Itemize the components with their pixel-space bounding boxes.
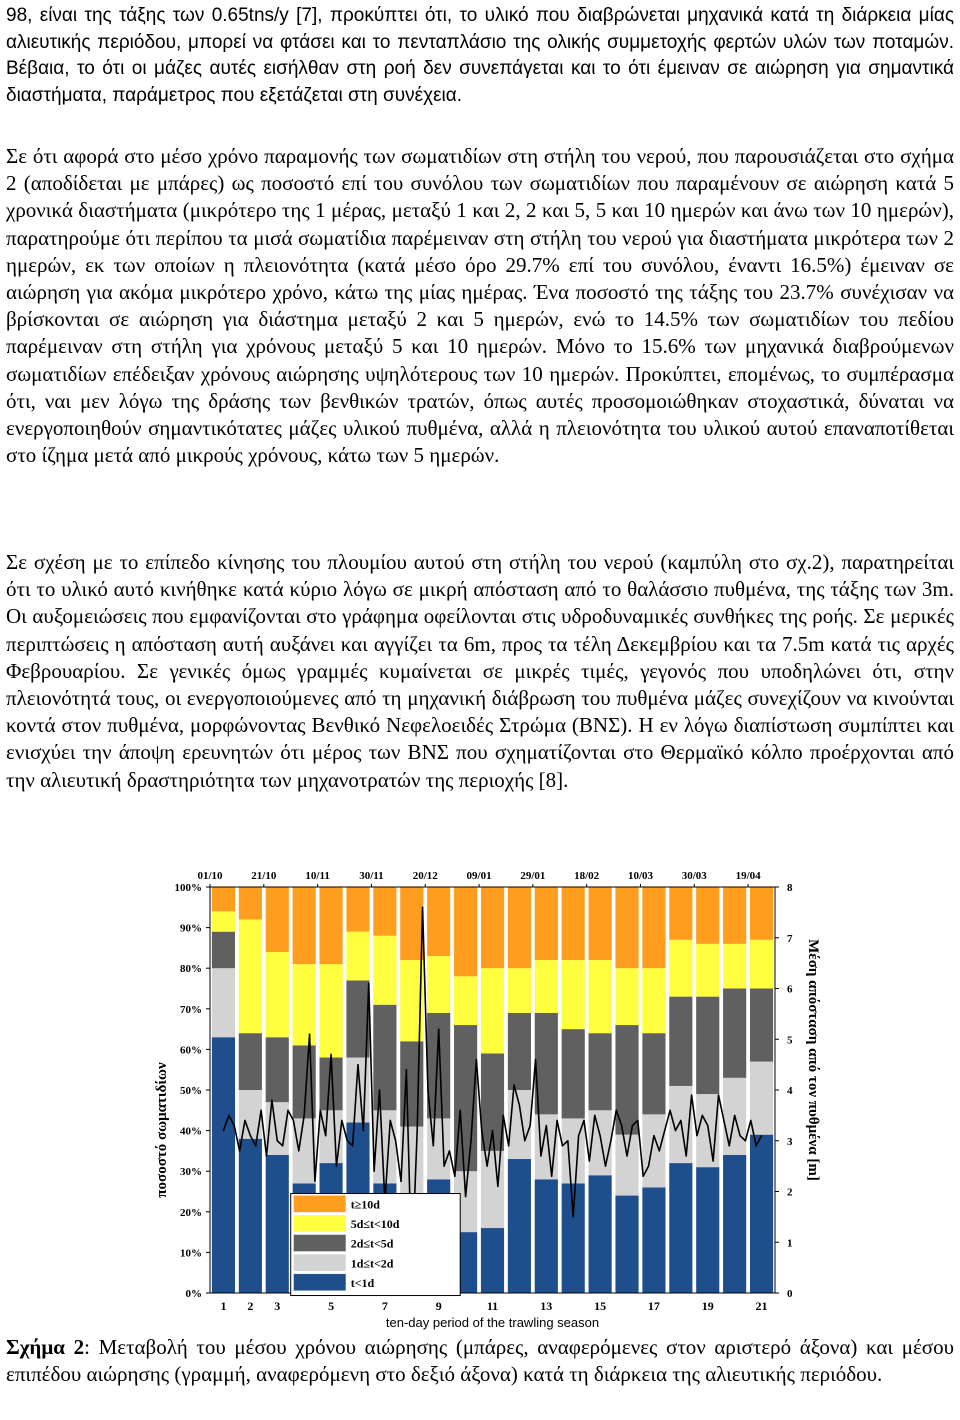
line-point <box>734 1115 735 1116</box>
line-point <box>546 1125 547 1126</box>
line-point <box>702 1115 703 1116</box>
line-point <box>223 1130 224 1131</box>
bar-5to10-2 <box>239 919 262 1033</box>
line-point <box>669 1110 670 1111</box>
bar-lt1d-19 <box>696 1167 719 1293</box>
line-point <box>454 1176 455 1177</box>
bar-5to10-12 <box>508 968 531 1013</box>
bar-5to10-17 <box>642 968 665 1033</box>
bar-lt1d-12 <box>508 1159 531 1293</box>
line-point <box>347 1140 348 1141</box>
x-tick-label: 15 <box>594 1299 607 1313</box>
bar-1to2-21 <box>750 1062 773 1135</box>
line-point <box>508 1145 509 1146</box>
bar-1to2-11 <box>481 1151 504 1228</box>
y-right-axis-title: Μέση απόσταση από τον πυθμένα [m] <box>805 939 821 1181</box>
bar-2to5-19 <box>696 997 719 1094</box>
line-point <box>271 1100 272 1101</box>
top-date-label: 30/03 <box>681 870 707 882</box>
bar-2to5-21 <box>750 989 773 1062</box>
y-left-tick-label: 50% <box>180 1085 202 1097</box>
line-point <box>626 1155 627 1156</box>
line-point <box>761 1135 762 1136</box>
line-point <box>519 1105 520 1106</box>
line-point <box>524 1140 525 1141</box>
line-point <box>637 1120 638 1121</box>
x-tick-label: 9 <box>435 1299 442 1313</box>
legend-label-5to10: 5d≤t<10d <box>350 1217 400 1232</box>
bar-lt1d-2 <box>239 1139 262 1293</box>
y-right-tick-label: 2 <box>787 1186 793 1199</box>
line-point <box>713 1160 714 1161</box>
legend-swatch-2to5 <box>294 1235 346 1252</box>
line-point <box>406 1069 407 1070</box>
bar-ge10-7 <box>373 887 396 936</box>
bar-ge10-4 <box>293 887 316 964</box>
line-point <box>729 1145 730 1146</box>
bar-5to10-3 <box>266 952 289 1037</box>
y-left-tick-label: 60% <box>180 1044 202 1057</box>
line-point <box>589 1160 590 1161</box>
line-point <box>266 1155 267 1156</box>
line-point <box>497 1186 498 1187</box>
line-point <box>390 1120 391 1121</box>
line-point <box>664 1130 665 1131</box>
line-point <box>277 1140 278 1141</box>
line-point <box>325 1135 326 1136</box>
line-point <box>352 1145 353 1146</box>
paragraph-intro: 98, είναι της τάξης των 0.65tns/y [7], προκύπτει ότι, το υλικό που διαβρώνεται μηχανικά κατά τη διάρκεια μίας αλιευτικής περιόδου, μπορεί να φτάσει και το πενταπλάσιο της ολικής συμμετοχής φερτών υλών των ποταμών. Βέβαια, το ότι οι μάζες αυτές εισήλθαν στη ροή δεν συνεπάγεται και το ότι έμειναν σε αιώρηση για σημαντικά διαστήματα, παράμετρος που εξετάζεται στη συνέχεια. <box>6 5 954 106</box>
line-point <box>750 1120 751 1121</box>
bar-2to5-14 <box>562 1029 585 1118</box>
bar-ge10-3 <box>266 887 289 952</box>
bar-ge10-17 <box>642 887 665 968</box>
bar-ge10-11 <box>481 887 504 968</box>
line-point <box>320 1110 321 1111</box>
bar-ge10-16 <box>615 887 638 968</box>
bar-2to5-12 <box>508 1013 531 1090</box>
bar-5to10-4 <box>293 964 316 1045</box>
x-tick-label: 2 <box>247 1299 254 1313</box>
bar-2to5-17 <box>642 1033 665 1114</box>
y-left-tick-label: 10% <box>180 1247 202 1260</box>
x-axis-title: ten-day period of the trawling season <box>385 1315 600 1330</box>
bar-lt1d-14 <box>562 1183 585 1293</box>
line-point <box>427 1089 428 1090</box>
bar-lt1d-21 <box>750 1135 773 1293</box>
y-right-tick-label: 3 <box>787 1135 793 1148</box>
line-point <box>535 1059 536 1060</box>
y-right-tick-label: 5 <box>787 1034 793 1047</box>
line-point <box>363 1130 364 1131</box>
y-right-tick-label: 0 <box>787 1288 793 1300</box>
y-left-tick-label: 90% <box>180 922 202 935</box>
bar-ge10-14 <box>562 887 585 960</box>
bar-5to10-9 <box>427 956 450 1013</box>
top-date-label: 10/11 <box>305 870 330 882</box>
bar-1to2-1 <box>212 968 235 1037</box>
x-tick-label: 11 <box>486 1299 499 1313</box>
legend-label-ge10: t≥10d <box>350 1197 380 1212</box>
line-point <box>417 1130 418 1131</box>
line-point <box>465 1196 466 1197</box>
bar-lt1d-18 <box>669 1163 692 1293</box>
bar-ge10-12 <box>508 887 531 968</box>
line-point <box>422 907 423 908</box>
x-tick-label: 19 <box>701 1299 714 1313</box>
bar-5to10-13 <box>535 960 558 1013</box>
top-date-label: 21/10 <box>251 870 277 882</box>
line-point <box>530 1125 531 1126</box>
x-tick-label: 7 <box>381 1299 388 1313</box>
bar-1to2-17 <box>642 1114 665 1187</box>
figure-caption <box>6 1334 954 1388</box>
bar-5to10-11 <box>481 968 504 1053</box>
bar-ge10-1 <box>212 887 235 911</box>
bar-2to5-18 <box>669 997 692 1086</box>
bar-1to2-16 <box>615 1135 638 1196</box>
bar-lt1d-17 <box>642 1187 665 1293</box>
line-point <box>239 1150 240 1151</box>
line-point <box>745 1140 746 1141</box>
bar-2to5-3 <box>266 1037 289 1102</box>
line-point <box>309 1034 310 1035</box>
line-point <box>379 1089 380 1090</box>
line-point <box>304 1115 305 1116</box>
bar-5to10-18 <box>669 940 692 997</box>
y-left-tick-label: 0% <box>185 1288 202 1300</box>
line-point <box>374 1171 375 1172</box>
bar-lt1d-13 <box>535 1179 558 1293</box>
bar-5to10-5 <box>320 964 343 1057</box>
y-left-axis-title: ποσοστό σωματιδίων <box>154 1062 170 1198</box>
bar-5to10-6 <box>346 932 369 981</box>
line-point <box>718 1094 719 1095</box>
line-point <box>551 1176 552 1177</box>
y-right-tick-label: 1 <box>787 1237 793 1250</box>
line-point <box>756 1145 757 1146</box>
line-point <box>643 1176 644 1177</box>
line-point <box>739 1135 740 1136</box>
bar-ge10-21 <box>750 887 773 940</box>
bar-5to10-14 <box>562 960 585 1029</box>
figure-2-chart <box>150 860 830 1335</box>
x-tick-label: 1 <box>220 1299 227 1313</box>
bar-5to10-7 <box>373 936 396 1005</box>
top-date-label: 18/02 <box>574 870 600 882</box>
line-point <box>293 1120 294 1121</box>
top-date-label: 20/12 <box>412 870 438 882</box>
legend-swatch-lt1d <box>294 1274 346 1291</box>
y-left-tick-label: 70% <box>180 1003 202 1016</box>
top-date-label: 09/01 <box>466 870 492 882</box>
legend-label-lt1d: t<1d <box>350 1275 375 1290</box>
top-date-label: 01/10 <box>197 870 223 882</box>
legend-swatch-ge10 <box>294 1196 346 1213</box>
y-left-tick-label: 20% <box>180 1206 202 1219</box>
caption-text: : Μεταβολή του μέσου χρόνου αιώρησης (μπάρες, αναφερόμενες στον αριστερό άξονα) και μέσου επιπέδου αιώρησης (γραμμή, αναφερόμενη στο δεξιό άξονα) κατά τη διάρκεια της αλιευτικής περιόδου. <box>6 1335 954 1386</box>
bar-2to5-2 <box>239 1033 262 1090</box>
caption-label: Σχήμα 2 <box>6 1335 85 1359</box>
line-point <box>400 1181 401 1182</box>
line-point <box>648 1166 649 1167</box>
line-point <box>298 1150 299 1151</box>
bar-5to10-10 <box>454 976 477 1025</box>
y-left-tick-label: 100% <box>174 882 202 894</box>
bar-ge10-9 <box>427 887 450 956</box>
y-left-tick-label: 30% <box>180 1166 202 1179</box>
bar-5to10-19 <box>696 944 719 997</box>
chart-svg <box>150 860 830 1335</box>
line-point <box>330 1054 331 1055</box>
line-point <box>244 1120 245 1121</box>
line-point <box>556 1120 557 1121</box>
bar-lt1d-1 <box>212 1037 235 1293</box>
bar-5to10-20 <box>723 944 746 989</box>
line-point <box>438 1029 439 1030</box>
bar-ge10-10 <box>454 887 477 976</box>
x-tick-label: 17 <box>647 1299 660 1313</box>
line-point <box>341 1120 342 1121</box>
line-point <box>234 1125 235 1126</box>
line-point <box>675 1130 676 1131</box>
line-point <box>680 1120 681 1121</box>
line-point <box>368 983 369 984</box>
bar-ge10-20 <box>723 887 746 944</box>
bar-ge10-13 <box>535 887 558 960</box>
line-point <box>723 1120 724 1121</box>
line-point <box>653 1135 654 1136</box>
bar-5to10-15 <box>589 960 612 1033</box>
line-point <box>610 1140 611 1141</box>
line-point <box>261 1110 262 1111</box>
line-point <box>616 1110 617 1111</box>
line-point <box>573 1216 574 1217</box>
line-point <box>594 1115 595 1116</box>
bar-ge10-8 <box>400 887 423 960</box>
bar-lt1d-15 <box>589 1175 612 1293</box>
top-date-label: 29/01 <box>520 870 546 882</box>
bar-ge10-5 <box>320 887 343 964</box>
line-point <box>314 1181 315 1182</box>
x-tick-label: 5 <box>328 1299 335 1313</box>
bar-lt1d-11 <box>481 1228 504 1293</box>
legend-label-2to5: 2d≤t<5d <box>350 1236 394 1251</box>
y-left-tick-label: 80% <box>180 963 202 976</box>
line-point <box>282 1145 283 1146</box>
line-point <box>228 1115 229 1116</box>
line-point <box>686 1155 687 1156</box>
line-point <box>600 1135 601 1136</box>
y-right-tick-label: 8 <box>787 882 793 894</box>
top-date-label: 19/04 <box>735 870 761 882</box>
line-point <box>567 1140 568 1141</box>
line-point <box>632 1125 633 1126</box>
bar-5to10-1 <box>212 911 235 931</box>
line-point <box>503 1115 504 1116</box>
line-point <box>443 1166 444 1167</box>
line-point <box>336 1166 337 1167</box>
bar-5to10-21 <box>750 940 773 989</box>
line-point <box>696 1135 697 1136</box>
paragraph-residence-time: Σε ότι αφορά στο μέσο χρόνο παραμονής των σωματιδίων στη στήλη του νερού, που παρουσιάζεται στο σχήμα 2 (αποδίδεται με μπάρες) ως ποσοστό επί του συνόλου των σωματιδίων που παραμένουν σε αιώρηση κατά 5 χρονικά διαστήματα (μικρότερο της 1 μέρας, μεταξύ 1 και 2, 2 και 5, 5 και 10 ημερών και άνω των 10 ημερών), παρατηρούμε ότι περίπου τα μισά σωματίδια παρέμειναν στη στήλη του νερού για διαστήματα μικρότερα των 2 ημερών, εκ των οποίων η πλειονότητα (κατά μέσο όρο 29.7% επί του συνόλου, έναντι 16.5%) έμειναν σε αιώρηση για ακόμα μικρότερο χρόνο, κάτω της μίας ημέρας. Ένα ποσοστό της τάξης του 23.7% συνέχισαν να βρίσκονται σε αιώρηση για διάστημα μεταξύ 2 και 5 ημερών, ενώ το 14.5% των σωματιδίων του πεδίου παρέμειναν στη στήλη για χρόνους μεταξύ 5 και 10 ημερών. Μόνο το 15.6% των μηχανικά διαβρούμενων σωματιδίων επέδειξαν χρόνους αιώρησης υψηλότερους των 10 ημερών. Προκύπτει, επομένως, το συμπέρασμα ότι, ναι μεν λόγω της δράσης των βενθικών τρατών, όπως αυτές προσομοιώθηκαν στοχαστικά, δύναται να ενεργοποιηθούν σημαντικότατες μάζες υλικού πυθμένα, αλλά η πλειονότητα του υλικού αυτού επαναποτίθεται στο ίζημα μετά από μικρούς χρόνους, κάτω των 5 ημερών. <box>6 144 954 468</box>
line-point <box>487 1166 488 1167</box>
line-point <box>492 1130 493 1131</box>
line-point <box>357 1064 358 1065</box>
line-point <box>255 1145 256 1146</box>
legend-swatch-5to10 <box>294 1215 346 1232</box>
line-point <box>449 1150 450 1151</box>
y-right-tick-label: 4 <box>787 1085 793 1097</box>
line-point <box>659 1150 660 1151</box>
bar-ge10-15 <box>589 887 612 960</box>
y-right-tick-label: 7 <box>787 932 793 945</box>
line-point <box>481 1130 482 1131</box>
line-point <box>583 1120 584 1121</box>
bar-5to10-16 <box>615 968 638 1025</box>
line-point <box>395 1140 396 1141</box>
line-point <box>707 1125 708 1126</box>
line-point <box>287 1110 288 1111</box>
bar-lt1d-20 <box>723 1155 746 1293</box>
top-date-label: 10/03 <box>627 870 654 882</box>
bar-lt1d-16 <box>615 1196 638 1293</box>
line-point <box>513 1084 514 1085</box>
bar-2to5-1 <box>212 932 235 969</box>
y-left-tick-label: 40% <box>180 1125 202 1138</box>
line-point <box>540 1155 541 1156</box>
bar-2to5-20 <box>723 989 746 1078</box>
top-date-label: 30/11 <box>359 870 384 882</box>
line-point <box>605 1166 606 1167</box>
bar-lt1d-3 <box>266 1155 289 1293</box>
bar-2to5-15 <box>589 1033 612 1110</box>
x-tick-label: 21 <box>755 1299 768 1313</box>
line-point <box>470 1140 471 1141</box>
line-point <box>476 1059 477 1060</box>
line-point <box>578 1135 579 1136</box>
line-point <box>691 1094 692 1095</box>
bar-ge10-19 <box>696 887 719 944</box>
bar-ge10-6 <box>346 887 369 932</box>
bar-ge10-2 <box>239 887 262 919</box>
bar-ge10-18 <box>669 887 692 940</box>
line-point <box>460 1110 461 1111</box>
line-point <box>621 1125 622 1126</box>
x-tick-label: 13 <box>540 1299 553 1313</box>
y-right-tick-label: 6 <box>787 983 793 996</box>
paragraph-plume-level: Σε σχέση με το επίπεδο κίνησης του πλουμίου αυτού στη στήλη του νερού (καμπύλη στο σχ.2), παρατηρείται ότι το υλικό αυτό κινήθηκε κατά κύριο λόγω σε μικρή απόσταση από το θαλάσσιο πυθμένα, της τάξης των 3m. Οι αυξομειώσεις που εμφανίζονται στο γράφημα οφείλονται στις υδροδυναμικές συνθήκες της ροής. Σε μερικές περιπτώσεις η απόσταση αυτή αυξάνει και αγγίζει τα 6m, προς τα τέλη Δεκεμβρίου και τα 7.5m κατά τις αρχές Φεβρουαρίου. Σε γενικές όμως γραμμές κυμαίνεται σε μικρές τιμές, γεγονός που υποδηλώνει ότι, στην πλειονότητά τους, οι ενεργοποιούμενες από τη μηχανική διάβρωση του πυθμένα μάζες συνεχίζουν να κινούνται κοντά στον πυθμένα, μορφώνοντας Βενθικό Νεφελοειδές Στρώμα (ΒΝΣ). Η εν λόγω διαπίστωση συμπίπτει και ενισχύει την άποψη ερευνητών ότι μέρος των ΒΝΣ που σχηματίζονται στο Θερμαϊκό κόλπο προέρχονται από την αλιευτική δραστηριότητα των μηχανοτρατών της περιοχής [8]. <box>6 550 954 792</box>
line-point <box>433 1145 434 1146</box>
line-point <box>562 1145 563 1146</box>
legend-swatch-1to2 <box>294 1254 346 1271</box>
x-tick-label: 3 <box>274 1299 281 1313</box>
bar-1to2-9 <box>427 1118 450 1179</box>
legend-label-1to2: 1d≤t<2d <box>350 1256 394 1271</box>
line-point <box>250 1135 251 1136</box>
bar-2to5-7 <box>373 1005 396 1111</box>
